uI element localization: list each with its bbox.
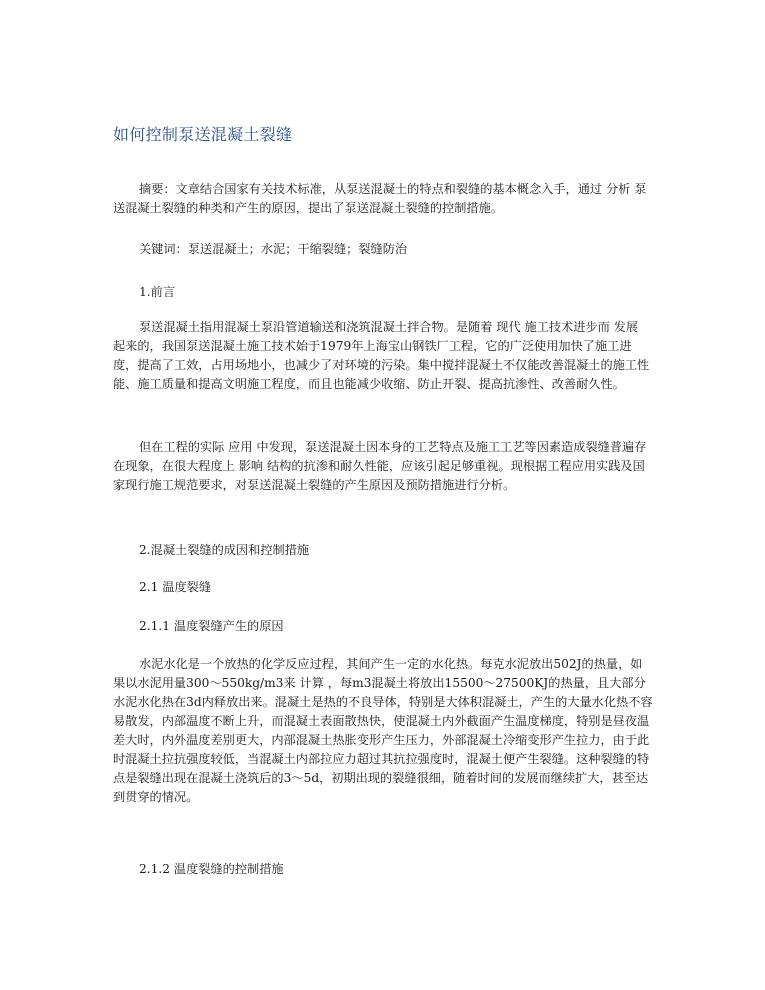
- section-2-1-heading: 2.1 温度裂缝: [139, 580, 212, 594]
- section-2-1-2-heading: 2.1.2 温度裂缝的控制措施: [139, 862, 284, 876]
- abstract-paragraph: 摘要：文章结合国家有关技术标准，从泵送混凝土的特点和裂缝的基本概念入手，通过 分析 泵送混凝土裂缝的种类和产生的原因，提出了泵送混凝土裂缝的控制措施。: [113, 182, 647, 215]
- section-1-paragraph-2: [113, 438, 653, 495]
- section-1-paragraph-1: [113, 318, 653, 394]
- paragraph-text: 水泥水化是一个放热的化学反应过程，其间产生一定的水化热。每克水泥放出502J的热量，如果以水泥用量300～550kg/m3来 计算 ，每m3混凝土将放出15500～27500KJ的热量，且大部分水泥水化热在3d内释放出来。混凝土是热的不良导体，特别是大体积混凝土，产生的大量水化热不容易散发，内部温度不断上升，而混凝土表面散热快，使混凝土内外截面产生温度梯度，特别是昼夜温差大时，内外温度差别更大，内部混凝土热胀变形产生压力，外部混凝土冷缩变形产生拉力，由于此时混凝土拉抗强度较低，当混凝土内部拉应力超过其抗拉强度时，混凝土便产生裂缝。这种裂缝的特点是裂缝出现在混凝土浇筑后的3～5d，初期出现的裂缝很细，随着时间的发展而继续扩大，甚至达到贯穿的情况。: [113, 657, 653, 804]
- abstract-block: [113, 180, 653, 218]
- section-2-1-1-paragraph: [113, 655, 653, 807]
- section-2-1-1-heading: 2.1.1 温度裂缝产生的原因: [139, 619, 284, 633]
- section-2-heading: 2.混凝土裂缝的成因和控制措施: [139, 543, 310, 557]
- paragraph-text: 但在工程的实际 应用 中发现，泵送混凝土因本身的工艺特点及施工工艺等因素造成裂缝普遍存在现象，在很大程度上 影响 结构的抗渗和耐久性能，应该引起足够重视。现根据工程应用实践及国家现行施工规范要求，对泵送混凝土裂缝的产生原因及预防措施进行分析。: [113, 440, 647, 492]
- section-1-heading: 1.前言: [139, 285, 176, 299]
- keywords-line: 关键词：泵送混凝土；水泥；干缩裂缝；裂缝防治: [139, 242, 408, 256]
- document-title: 如何控制泵送混凝土裂缝: [113, 125, 293, 144]
- paragraph-text: 泵送混凝土指用混凝土泵沿管道输送和浇筑混凝土拌合物。是随着 现代 施工技术进步而 发展 起来的，我国泵送混凝土施工技术始于1979年上海宝山钢铁厂工程，它的广泛使用加快了施工进度，提高了工效，占用场地小，也减少了对环境的污染。集中搅拌混凝土不仅能改善混凝土的施工性能、施工质量和提高文明施工程度，而且也能减少收缩、防止开裂、提高抗渗性、改善耐久性。: [113, 320, 650, 391]
